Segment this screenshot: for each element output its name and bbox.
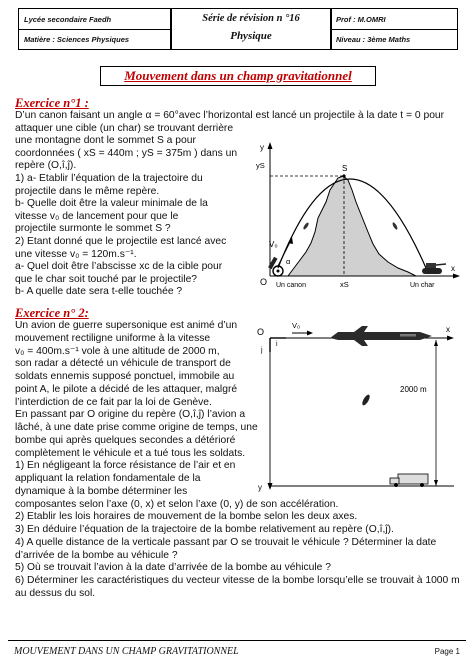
exercise2-line: point A, le pilote a décidé de les attaquer, malgré xyxy=(15,383,238,395)
fig1-xs-label: xS xyxy=(340,280,349,289)
fig1-char-label: Un char xyxy=(410,282,435,289)
exercise1-line: coordonnées ( xS = 440m ; yS = 375m ) dans un xyxy=(15,147,238,159)
exercise2-line: 5) Où se trouvait l’avion à la date d’arrivée de la bombe au véhicule ? xyxy=(15,562,331,574)
exercise2-line: complètement le véhicule et a tué tous les soldats. xyxy=(15,447,246,459)
exercise2-line: 6) Déterminer les caractéristiques du vecteur vitesse de la bombe lorsqu’elle se trouvait à 1000 m xyxy=(15,575,460,586)
fig1-v0-label: V₀ xyxy=(269,240,278,249)
exercise2-line: appliquant la relation fondamentale de la xyxy=(15,473,201,484)
exercise2-line: soldats ennemis supposé ponctuel, immobile au xyxy=(15,371,235,382)
header-center-box xyxy=(170,8,332,50)
exercise2-line: d’arrivée de la bombe au véhicule ? xyxy=(15,549,178,561)
exercise1-line: une vitesse v₀ = 120m.s⁻¹. xyxy=(15,248,137,260)
fig2-j-label: j xyxy=(261,347,263,354)
fig1-y-label: y xyxy=(260,143,264,152)
page-number: Page 1 xyxy=(434,647,460,656)
projectile-icon xyxy=(302,222,309,230)
exercise1-line: repère (O,î,ĵ). xyxy=(15,160,77,172)
exercise1-line: projectile dans le même repère. xyxy=(15,185,160,197)
exercise2-line: 4) A quelle distance de la verticale passant par O se trouvait le véhicule ? Déterminer la date xyxy=(15,536,437,548)
exercise1-line: b- A quelle date sera t-elle touchée ? xyxy=(15,286,183,298)
niveau-label: Niveau : 3ème Maths xyxy=(336,34,411,44)
fig2-origin-label: O xyxy=(257,327,265,337)
fig2-altitude-label: 2000 m xyxy=(400,385,427,394)
exercise2-line: mouvement rectiligne uniforme à la vitesse xyxy=(15,332,211,344)
subject-label: Matière : Sciences Physiques xyxy=(24,34,130,44)
exercise2-line: Un avion de guerre supersonique est animé d’un xyxy=(15,320,238,331)
exercise2-line: bombe qui après quelques secondes a détérioré xyxy=(15,434,236,446)
page-title: Mouvement dans un champ gravitationnel xyxy=(100,66,376,86)
exercise1-line: b- Quelle doit être la valeur minimale de la xyxy=(15,198,208,210)
exercise1-line: attaquer une cible (un char) se trouvant derrière xyxy=(15,122,234,134)
exercise2-line: lâché, à une date prise comme origine de temps, une xyxy=(15,422,258,433)
bomb-figure xyxy=(250,318,462,498)
exercise2-line: v₀ = 400m.s⁻¹ vole à une altitude de 2000 m, xyxy=(15,345,220,357)
exercise1-line: a- Quel doit être l’abscisse xc de la cible pour xyxy=(15,261,223,273)
exercise2-line: son radar a détecté un véhicule de transport de xyxy=(15,358,231,370)
projectile-icon xyxy=(392,222,399,231)
exercise2-line: En passant par O origine du repère (O,î,ĵ) l’avion a xyxy=(15,409,246,421)
exercise2-line: 2) Etablir les lois horaires de mouvement de la bombe selon les deux axes. xyxy=(15,511,358,523)
fig1-x-label: x xyxy=(451,264,455,273)
vehicle-icon xyxy=(390,474,428,487)
trajectory-figure xyxy=(248,140,463,315)
exercise1-line: 1) a- Etablir l’équation de la trajectoire du xyxy=(15,173,203,184)
page-footer xyxy=(8,640,466,661)
fig2-i-label: i xyxy=(276,341,278,348)
exercise1-line: 2) Etant donné que le projectile est lancé avec xyxy=(15,236,227,247)
exercise2-line: 3) En déduire l’équation de la trajectoire de la bombe relativement au repère (O,î,ĵ). xyxy=(15,524,394,535)
exercise2-line: au dessus du sol. xyxy=(15,587,96,599)
fig2-x-label: x xyxy=(446,325,450,334)
fig1-origin-label: O xyxy=(260,277,268,287)
fig2-v0-label: V₀ xyxy=(292,321,301,330)
header-left-box xyxy=(18,8,172,50)
footer-title: MOUVEMENT DANS UN CHAMP GRAVITATIONNEL xyxy=(14,646,239,657)
exercise1-heading: Exercice n°1 : xyxy=(15,96,89,110)
header-right-box xyxy=(330,8,458,50)
fig1-s-label: S xyxy=(342,164,348,173)
exercise1-line: une montagne dont le sommet S a pour xyxy=(15,135,196,147)
exercise1-line: D’un canon faisant un angle α = 60°avec l’horizontal est lancé un projectile à la date t = 0 pour xyxy=(15,110,445,121)
fig1-alpha-label: α xyxy=(286,257,291,266)
tank-icon xyxy=(422,263,446,274)
exercise2-line: dynamique à la bombe déterminer les xyxy=(15,485,188,497)
exercise2-heading: Exercice n° 2: xyxy=(15,306,89,320)
exercise2-line: l’interdiction de ce fait par la loi de Genève. xyxy=(15,396,212,408)
exercise2-line: composantes selon l’axe (0, x) et selon l’axe (0, y) de son accélération. xyxy=(15,498,339,510)
exercise1-line: projectile surmonte le sommet S ? xyxy=(15,223,171,235)
bomb-icon xyxy=(361,394,371,407)
exercise1-line: vitesse v₀ de lancement pour que le xyxy=(15,210,179,222)
fighter-jet-icon xyxy=(330,326,432,346)
discipline-label: Physique xyxy=(230,30,272,42)
school-name: Lycée secondaire Faedh xyxy=(19,9,171,30)
exercise1-line: que le char soit touché par le projectile? xyxy=(15,273,198,285)
fig1-canon-label: Un canon xyxy=(276,282,306,289)
fig2-y-label: y xyxy=(258,483,262,492)
serie-label: Série de révision n °16 xyxy=(202,13,300,24)
exercise2-line: 1) En négligeant la force résistance de l’air et en xyxy=(15,460,236,472)
prof-label: Prof : M.OMRI xyxy=(331,9,457,30)
fig1-ys-label: yS xyxy=(256,161,265,170)
